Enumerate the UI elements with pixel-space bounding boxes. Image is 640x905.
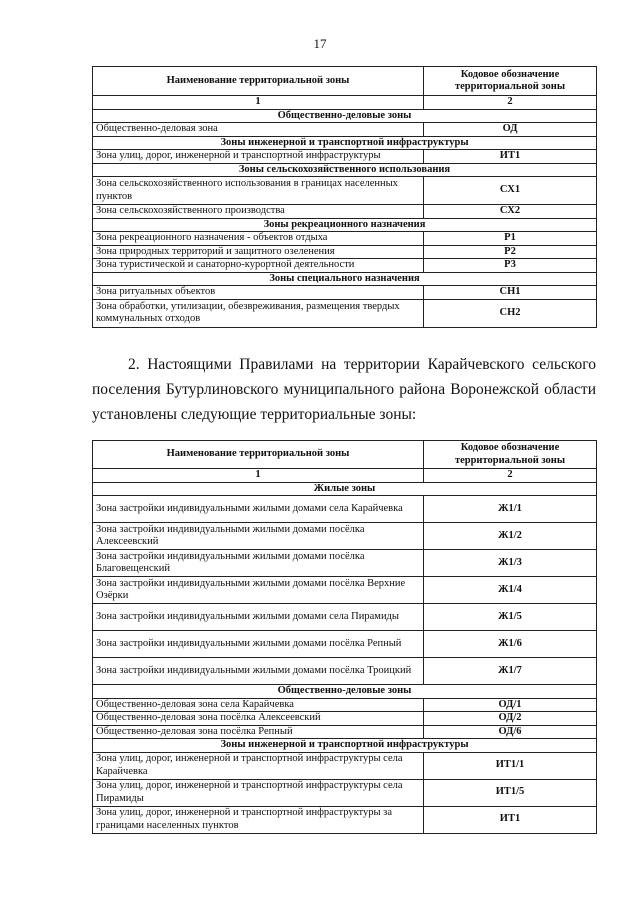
zone-row [93, 299, 597, 327]
zone-name: Зона туристической и санаторно-курортной деятельности [93, 259, 424, 273]
zone-row [93, 177, 597, 205]
zone-code: ИТ1/1 [424, 752, 597, 779]
zone-name: Зона улиц, дорог, инженерной и транспортной инфраструктуры [93, 150, 424, 164]
zone-group-title: Общественно-деловые зоны [93, 109, 597, 123]
column-number-2: 2 [424, 96, 597, 110]
zone-code: Р1 [424, 232, 597, 246]
body-paragraph [92, 352, 596, 427]
zone-code: Р2 [424, 245, 597, 259]
zone-name: Общественно-деловая зона села Карайчевка [93, 698, 424, 712]
zone-group-title: Жилые зоны [93, 482, 597, 496]
zone-row [93, 150, 597, 164]
zone-row [93, 725, 597, 739]
zone-name: Зона улиц, дорог, инженерной и транспортной инфраструктуры за границами населенных пунктов [93, 806, 424, 833]
header-zone-code: Кодовое обозначение территориальной зоны [424, 67, 597, 96]
zone-name: Зона сельскохозяйственного производства [93, 205, 424, 219]
zone-group-title: Зоны инженерной и транспортной инфраструктуры [93, 136, 597, 150]
zone-group-row [93, 685, 597, 699]
zone-name: Зона ритуальных объектов [93, 286, 424, 300]
zone-name: Зона застройки индивидуальными жилыми домами посёлка Алексеевский [93, 523, 424, 550]
page-number: 17 [313, 36, 327, 51]
zone-row [93, 205, 597, 219]
zone-group-row [93, 163, 597, 177]
zone-group-title: Зоны рекреационного назначения [93, 218, 597, 232]
zone-row [93, 523, 597, 550]
header-zone-name: Наименование территориальной зоны [93, 441, 424, 469]
zone-code: ОД/1 [424, 698, 597, 712]
zone-group-title: Зоны специального назначения [93, 272, 597, 286]
column-number-row [93, 469, 597, 483]
zone-row [93, 712, 597, 726]
zone-code: Ж1/5 [424, 604, 597, 631]
zone-name: Зона застройки индивидуальными жилыми домами посёлка Благовещенский [93, 550, 424, 577]
zone-code: Ж1/2 [424, 523, 597, 550]
zone-name: Зона рекреационного назначения - объектов отдыха [93, 232, 424, 246]
zone-row [93, 123, 597, 137]
column-number-1: 1 [93, 469, 424, 483]
zone-code: Ж1/4 [424, 577, 597, 604]
zone-code: ОД [424, 123, 597, 137]
zone-code: ИТ1 [424, 806, 597, 833]
zones-table-2-body [93, 482, 597, 833]
zone-name: Зона застройки индивидуальными жилыми домами посёлка Репный [93, 631, 424, 658]
zones-table-2 [92, 440, 597, 834]
zone-code: СХ1 [424, 177, 597, 205]
zone-name: Зона природных территорий и защитного озеленения [93, 245, 424, 259]
zone-group-row [93, 482, 597, 496]
column-number-1: 1 [93, 96, 424, 110]
zone-name: Зона сельскохозяйственного использования в границах населенных пунктов [93, 177, 424, 205]
zone-code: ИТ1 [424, 150, 597, 164]
zone-group-row [93, 109, 597, 123]
zone-row [93, 658, 597, 685]
column-number-2: 2 [424, 469, 597, 483]
zones-table-1-body [93, 109, 597, 327]
zone-row [93, 779, 597, 806]
zone-group-title: Зоны инженерной и транспортной инфраструктуры [93, 739, 597, 753]
zone-code: СХ2 [424, 205, 597, 219]
zone-name: Зона застройки индивидуальными жилыми домами села Пирамиды [93, 604, 424, 631]
zone-name: Общественно-деловая зона посёлка Алексеевский [93, 712, 424, 726]
header-zone-code: Кодовое обозначение территориальной зоны [424, 441, 597, 469]
zone-row [93, 550, 597, 577]
zone-row [93, 577, 597, 604]
zone-name: Общественно-деловая зона [93, 123, 424, 137]
zone-group-row [93, 739, 597, 753]
zone-group-title: Общественно-деловые зоны [93, 685, 597, 699]
zone-row [93, 286, 597, 300]
zone-group-row [93, 136, 597, 150]
zone-row [93, 698, 597, 712]
zone-name: Общественно-деловая зона посёлка Репный [93, 725, 424, 739]
zone-group-row [93, 218, 597, 232]
zone-row [93, 245, 597, 259]
zone-row [93, 259, 597, 273]
zone-code: СН2 [424, 299, 597, 327]
zones-table-1 [92, 66, 597, 328]
zone-code: СН1 [424, 286, 597, 300]
zone-code: Ж1/3 [424, 550, 597, 577]
zone-name: Зона застройки индивидуальными жилыми домами посёлка Верхние Озёрки [93, 577, 424, 604]
zone-code: Ж1/7 [424, 658, 597, 685]
column-number-row [93, 96, 597, 110]
zone-row [93, 232, 597, 246]
zone-code: ОД/2 [424, 712, 597, 726]
zone-name: Зона улиц, дорог, инженерной и транспортной инфраструктуры села Пирамиды [93, 779, 424, 806]
zone-row [93, 496, 597, 523]
zone-name: Зона застройки индивидуальными жилыми домами посёлка Троицкий [93, 658, 424, 685]
zone-code: Ж1/1 [424, 496, 597, 523]
zone-group-row [93, 272, 597, 286]
paragraph-text: 2. Настоящими Правилами на территории Карайчевского сельского поселения Бутурлиновского муниципального района Воронежской области установлены следующие территориальные зоны: [92, 356, 596, 423]
zone-name: Зона улиц, дорог, инженерной и транспортной инфраструктуры села Карайчевка [93, 752, 424, 779]
zone-code: Ж1/6 [424, 631, 597, 658]
table-header-row [93, 67, 597, 96]
zone-row [93, 631, 597, 658]
zone-name: Зона застройки индивидуальными жилыми домами села Карайчевка [93, 496, 424, 523]
zone-row [93, 752, 597, 779]
zone-code: Р3 [424, 259, 597, 273]
table-header-row [93, 441, 597, 469]
zone-group-title: Зоны сельскохозяйственного использования [93, 163, 597, 177]
zone-row [93, 604, 597, 631]
zone-row [93, 806, 597, 833]
header-zone-name: Наименование территориальной зоны [93, 67, 424, 96]
zone-name: Зона обработки, утилизации, обезвреживания, размещения твердых коммунальных отходов [93, 299, 424, 327]
zone-code: ИТ1/5 [424, 779, 597, 806]
zone-code: ОД/6 [424, 725, 597, 739]
